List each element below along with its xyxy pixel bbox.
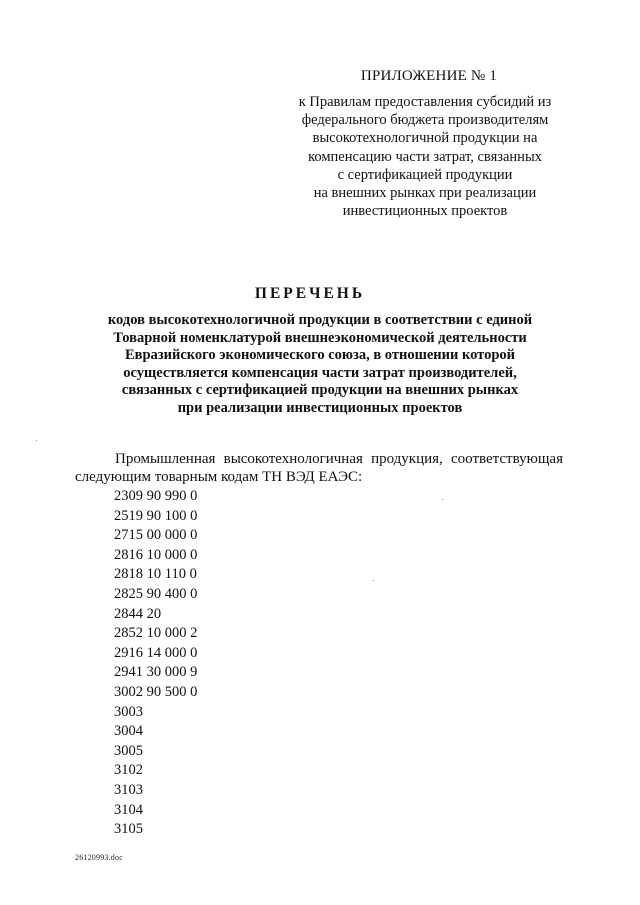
list-item: 3004 — [114, 723, 143, 740]
footer-filename: 26120993.doc — [75, 853, 123, 862]
subheading-line: кодов высокотехнологичной продукции в соответствии с единой — [107, 312, 533, 328]
list-item: 3102 — [114, 762, 143, 779]
code-list — [114, 487, 197, 840]
appendix-line: высокотехнологичной продукции на — [312, 130, 538, 147]
scan-speck — [442, 499, 443, 500]
subheading-line: осуществляется компенсация части затрат производителей, — [123, 364, 517, 381]
list-item: 2941 30 000 9 — [114, 664, 198, 681]
appendix-line: инвестиционных проектов — [342, 203, 508, 220]
appendix-line: к Правилам предоставления субсидий из — [298, 94, 552, 110]
subheading-line: Евразийского экономического союза, в отношении которой — [124, 347, 516, 364]
list-item: 2816 10 000 0 — [114, 546, 198, 563]
list-item: 3003 — [114, 703, 143, 720]
list-item: 2309 90 990 0 — [114, 488, 198, 504]
appendix-line: с сертификацией продукции — [337, 166, 513, 183]
scan-speck — [373, 580, 374, 581]
list-item: 2916 14 000 0 — [114, 644, 198, 661]
document-subheading — [70, 312, 570, 418]
scan-speck — [36, 440, 37, 441]
list-item: 2825 90 400 0 — [114, 585, 198, 602]
list-item: 2715 00 000 0 — [114, 527, 198, 544]
appendix-title: ПРИЛОЖЕНИЕ № 1 — [360, 68, 498, 84]
list-item: 3105 — [114, 821, 143, 838]
list-item: 2519 90 100 0 — [114, 507, 198, 524]
list-item: 3104 — [114, 801, 143, 818]
appendix-block — [280, 66, 570, 220]
intro-paragraph: Промышленная высокотехнологичная продукция, соответствующая следующим товарным кодам ТН ВЭД ЕАЭС: — [75, 451, 563, 485]
list-item: 3103 — [114, 781, 143, 798]
subheading-line: при реализации инвестиционных проектов — [177, 399, 463, 416]
list-item: 2844 20 — [114, 605, 162, 622]
list-item: 3002 90 500 0 — [114, 683, 198, 700]
list-item: 2852 10 000 2 — [114, 625, 198, 642]
appendix-line: на внешних рынках при реализации — [313, 185, 537, 202]
appendix-line: компенсацию части затрат, связанных — [308, 148, 542, 165]
subheading-line: связанных с сертификацией продукции на внешних рынках — [121, 382, 519, 399]
document-heading: ПЕРЕЧЕНЬ — [254, 285, 366, 302]
list-item: 3005 — [114, 742, 143, 759]
list-item: 2818 10 110 0 — [114, 566, 197, 583]
appendix-line: федерального бюджета производителям — [301, 112, 549, 129]
subheading-line: Товарной номенклатурой внешнеэкономической деятельности — [113, 329, 527, 346]
appendix-description — [280, 93, 570, 220]
